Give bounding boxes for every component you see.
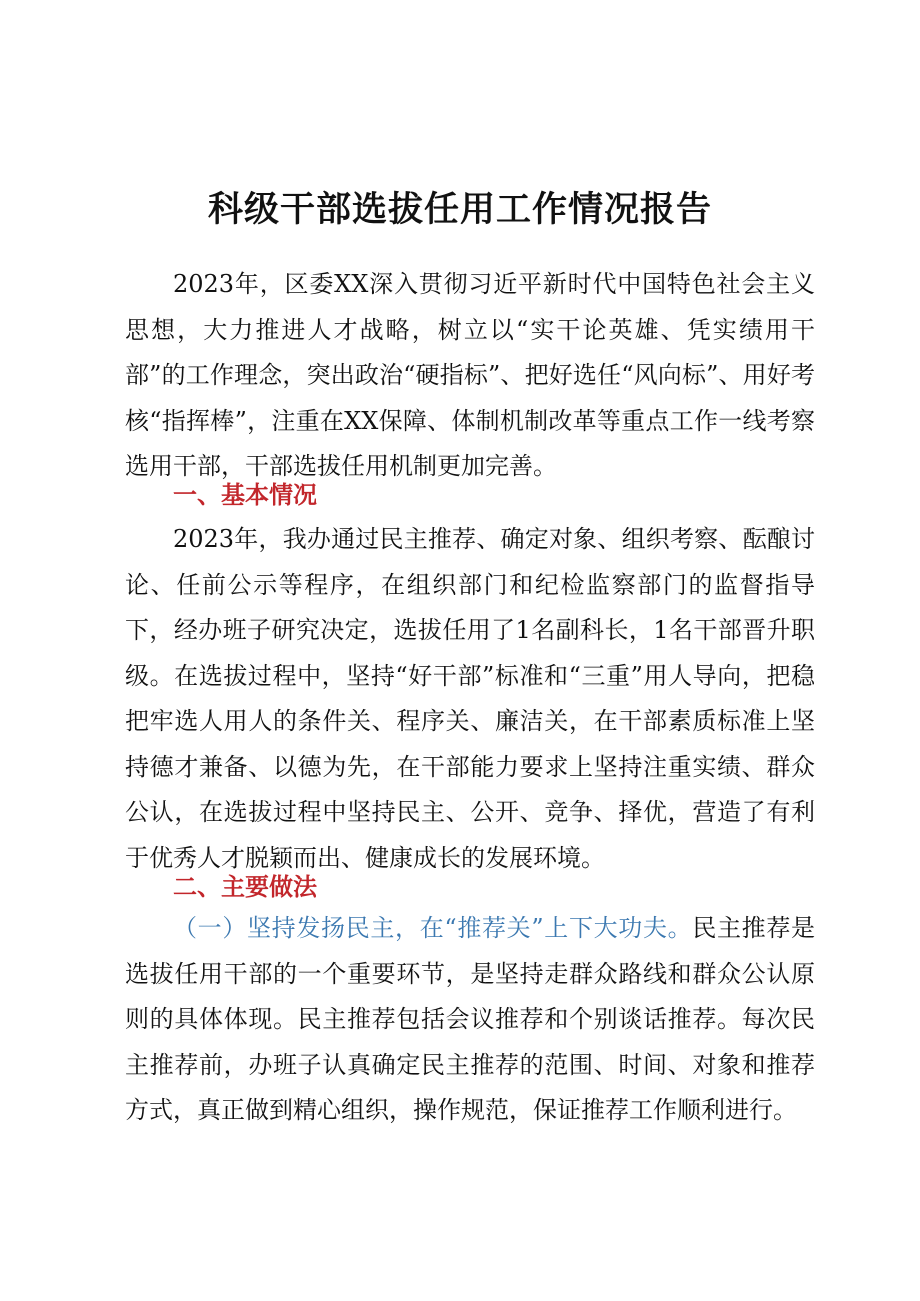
intro-paragraph: 2023年，区委XX深入贯彻习近平新时代中国特色社会主义思想，大力推进人才战略，树立以“实干论英雄、凭实绩用干部”的工作理念，突出政治“硬指标”、把好选任“风向标”、用好考核“指挥棒”，注重在XX保障、体制机制改革等重点工作一线考察选用干部，干部选拔任用机制更加完善。 <box>125 270 815 480</box>
section-heading-main-practices: 二、主要做法 <box>173 873 317 901</box>
section-heading-basic-situation: 一、基本情况 <box>173 481 317 509</box>
section-basic-situation-body: 2023年，我办通过民主推荐、确定对象、组织考察、酝酿讨论、任前公示等程序，在组织部门和纪检监察部门的监督指导下，经办班子研究决定，选拔任用了1名副科长，1名干部晋升职级。在选拔过程中，坚持“好干部”标准和“三重”用人导向，把稳把牢选人用人的条件关、程序关、廉洁关，在干部素质标准上坚持德才兼备、以德为先，在干部能力要求上坚持注重实绩、群众公认，在选拔过程中坚持民主、公开、竞争、择优，营造了有利于优秀人才脱颖而出、健康成长的发展环境。 <box>125 525 815 872</box>
document-title: 科级干部选拔任用工作情况报告 <box>207 190 712 230</box>
subsection-lead-heading: （一）坚持发扬民主，在“推荐关”上下大功夫。 <box>173 914 693 942</box>
subsection-paragraph <box>125 906 815 1134</box>
subsection-body-text: 民主推荐是选拔任用干部的一个重要环节，是坚持走群众路线和群众公认原则的具体体现。民主推荐包括会议推荐和个别谈话推荐。每次民主推荐前，办班子认真确定民主推荐的范围、时间、对象和推荐方式，真正做到精心组织，操作规范，保证推荐工作顺利进行。 <box>125 914 815 1124</box>
